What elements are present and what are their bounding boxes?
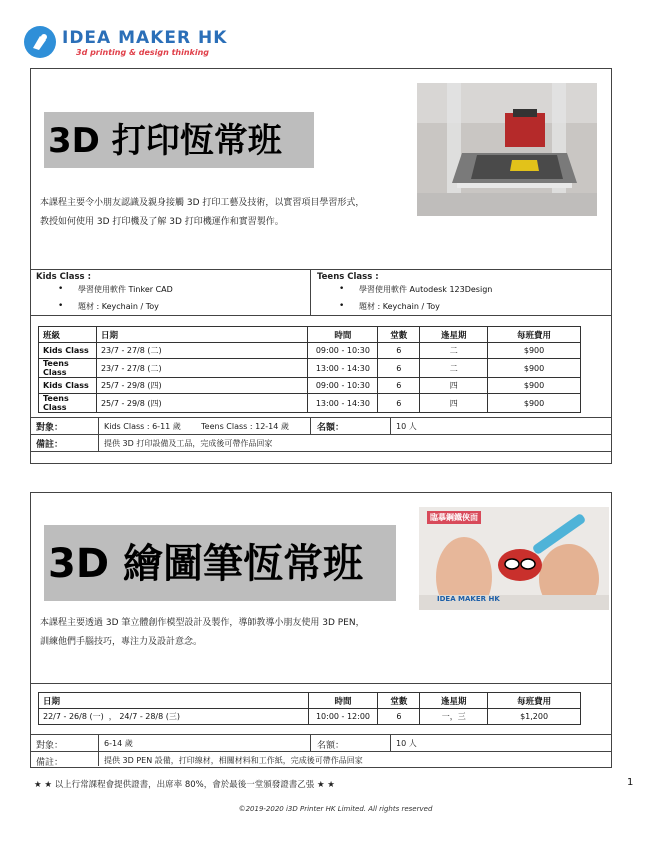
cell-time: 09:00 - 10:30: [308, 343, 378, 359]
table-header-row: [39, 327, 581, 343]
header-date: 日期: [96, 327, 308, 343]
teens-class-heading: Teens Class :: [317, 272, 379, 282]
course1-title: 3D 打印恆常班: [48, 121, 282, 161]
course2-target-label: 對象：: [36, 741, 64, 751]
kids-class-heading: Kids Class :: [36, 272, 91, 282]
list-item: • 題材 : Keychain / Toy: [317, 298, 607, 315]
course2-target-value: 6-14 歲: [104, 739, 133, 748]
course1-desc-line2: 教授如何使用 3D 打印機及了解 3D 打印機運作和實習製作。: [40, 217, 284, 227]
cell-date: 23/7 - 27/8 (二): [96, 359, 308, 378]
list-item: • 題材 : Keychain / Toy: [36, 298, 306, 315]
cell-time: 09:00 - 10:30: [308, 378, 378, 394]
list-item: • 學習使用軟件 Autodesk 123Design: [317, 281, 607, 298]
cell-time: 10:00 - 12:00: [308, 709, 378, 725]
table-header-row: [39, 693, 581, 709]
table-row: [39, 378, 581, 394]
course1-quota-value: 10 人: [396, 422, 417, 431]
cell-fee: $900: [488, 394, 581, 413]
logo-tagline: 3d printing & design thinking: [76, 48, 210, 57]
cell-weekday: 二: [420, 359, 488, 378]
cell-lessons: 6: [378, 378, 420, 394]
header-lessons: 堂數: [378, 693, 420, 709]
course2-description: [40, 614, 420, 652]
cell-class: Kids Class: [39, 343, 97, 359]
cell-time: 13:00 - 14:30: [308, 359, 378, 378]
table-row: [39, 343, 581, 359]
photo-caption: 臨摹鋼鐵俠面: [427, 511, 481, 524]
header-weekday: 逢星期: [420, 693, 488, 709]
header-date: 日期: [39, 693, 309, 709]
table-row: [39, 359, 581, 378]
certificate-note: ★ ★ 以上行常課程會提供證書，出席率 80%，會於最後一堂頒發證書乙張 ★ ★: [34, 780, 335, 790]
course1-remark-label: 備註：: [36, 440, 64, 450]
course2-photo: [419, 507, 609, 610]
cell-class: Teens Class: [39, 394, 97, 413]
header-time: 時間: [308, 693, 378, 709]
course2-title: 3D 繪圖筆恆常班: [48, 541, 363, 587]
cell-date: 23/7 - 27/8 (二): [96, 343, 308, 359]
teens-class-list: [317, 281, 607, 315]
table-row: [39, 394, 581, 413]
course2-remark-label: 備註：: [36, 758, 64, 768]
header-fee: 每班費用: [488, 693, 581, 709]
logo-name: IDEA MAKER HK: [62, 28, 228, 48]
course1-quota-label: 名額：: [317, 423, 345, 433]
cell-class: Teens Class: [39, 359, 97, 378]
header-lessons: 堂數: [378, 327, 420, 343]
course2-quota-value: 10 人: [396, 739, 417, 748]
cell-date: 22/7 - 26/8 (一) ， 24/7 - 28/8 (三): [39, 709, 309, 725]
kids-class-list: [36, 281, 306, 315]
cell-lessons: 6: [378, 359, 420, 378]
cell-weekday: 一，三: [420, 709, 488, 725]
course2-desc-line1: 本課程主要透過 3D 筆立體創作模型設計及製作，導師教導小朋友使用 3D PEN，: [40, 618, 365, 628]
cell-lessons: 6: [378, 343, 420, 359]
cell-fee: $900: [488, 343, 581, 359]
course1-desc-line1: 本課程主要令小朋友認識及親身接觸 3D 打印工藝及技術，以實習項目學習形式，: [40, 198, 365, 208]
course2-remark-value: 提供 3D PEN 設備，打印線材，相關材料和工作紙，完成後可帶作品回家: [104, 756, 363, 765]
cell-fee: $900: [488, 378, 581, 394]
cell-lessons: 6: [378, 709, 420, 725]
course1-target-label: 對象：: [36, 423, 64, 433]
header-weekday: 逢星期: [420, 327, 488, 343]
course2-schedule-table: [38, 692, 581, 725]
table-row: [39, 709, 581, 725]
cell-lessons: 6: [378, 394, 420, 413]
cell-weekday: 四: [420, 378, 488, 394]
cell-time: 13:00 - 14:30: [308, 394, 378, 413]
course1-photo: [417, 83, 597, 216]
cell-weekday: 四: [420, 394, 488, 413]
course2-desc-line2: 訓練他們手腦技巧，專注力及設計意念。: [40, 637, 203, 647]
page-number: 1: [627, 777, 634, 788]
header-fee: 每班費用: [488, 327, 581, 343]
header-class: 班級: [39, 327, 97, 343]
course1-description: [40, 194, 410, 232]
cell-date: 25/7 - 29/8 (四): [96, 394, 308, 413]
cell-fee: $900: [488, 359, 581, 378]
course2-quota-label: 名額：: [317, 741, 345, 751]
copyright: ©2019-2020 i3D Printer HK Limited. All rights reserved: [238, 805, 433, 813]
cell-fee: $1,200: [488, 709, 581, 725]
course1-remark-value: 提供 3D 打印設備及工品，完成後可帶作品回家: [104, 439, 273, 448]
header-time: 時間: [308, 327, 378, 343]
cell-weekday: 二: [420, 343, 488, 359]
course1-schedule-table: [38, 326, 581, 413]
course1-target-value: Kids Class : 6-11 歲 Teens Class : 12-14 歲: [104, 422, 289, 431]
list-item: • 學習使用軟件 Tinker CAD: [36, 281, 306, 298]
cell-class: Kids Class: [39, 378, 97, 394]
photo-logo: IDEA MAKER HK: [437, 595, 500, 603]
logo-icon: [24, 26, 56, 58]
cell-date: 25/7 - 29/8 (四): [96, 378, 308, 394]
